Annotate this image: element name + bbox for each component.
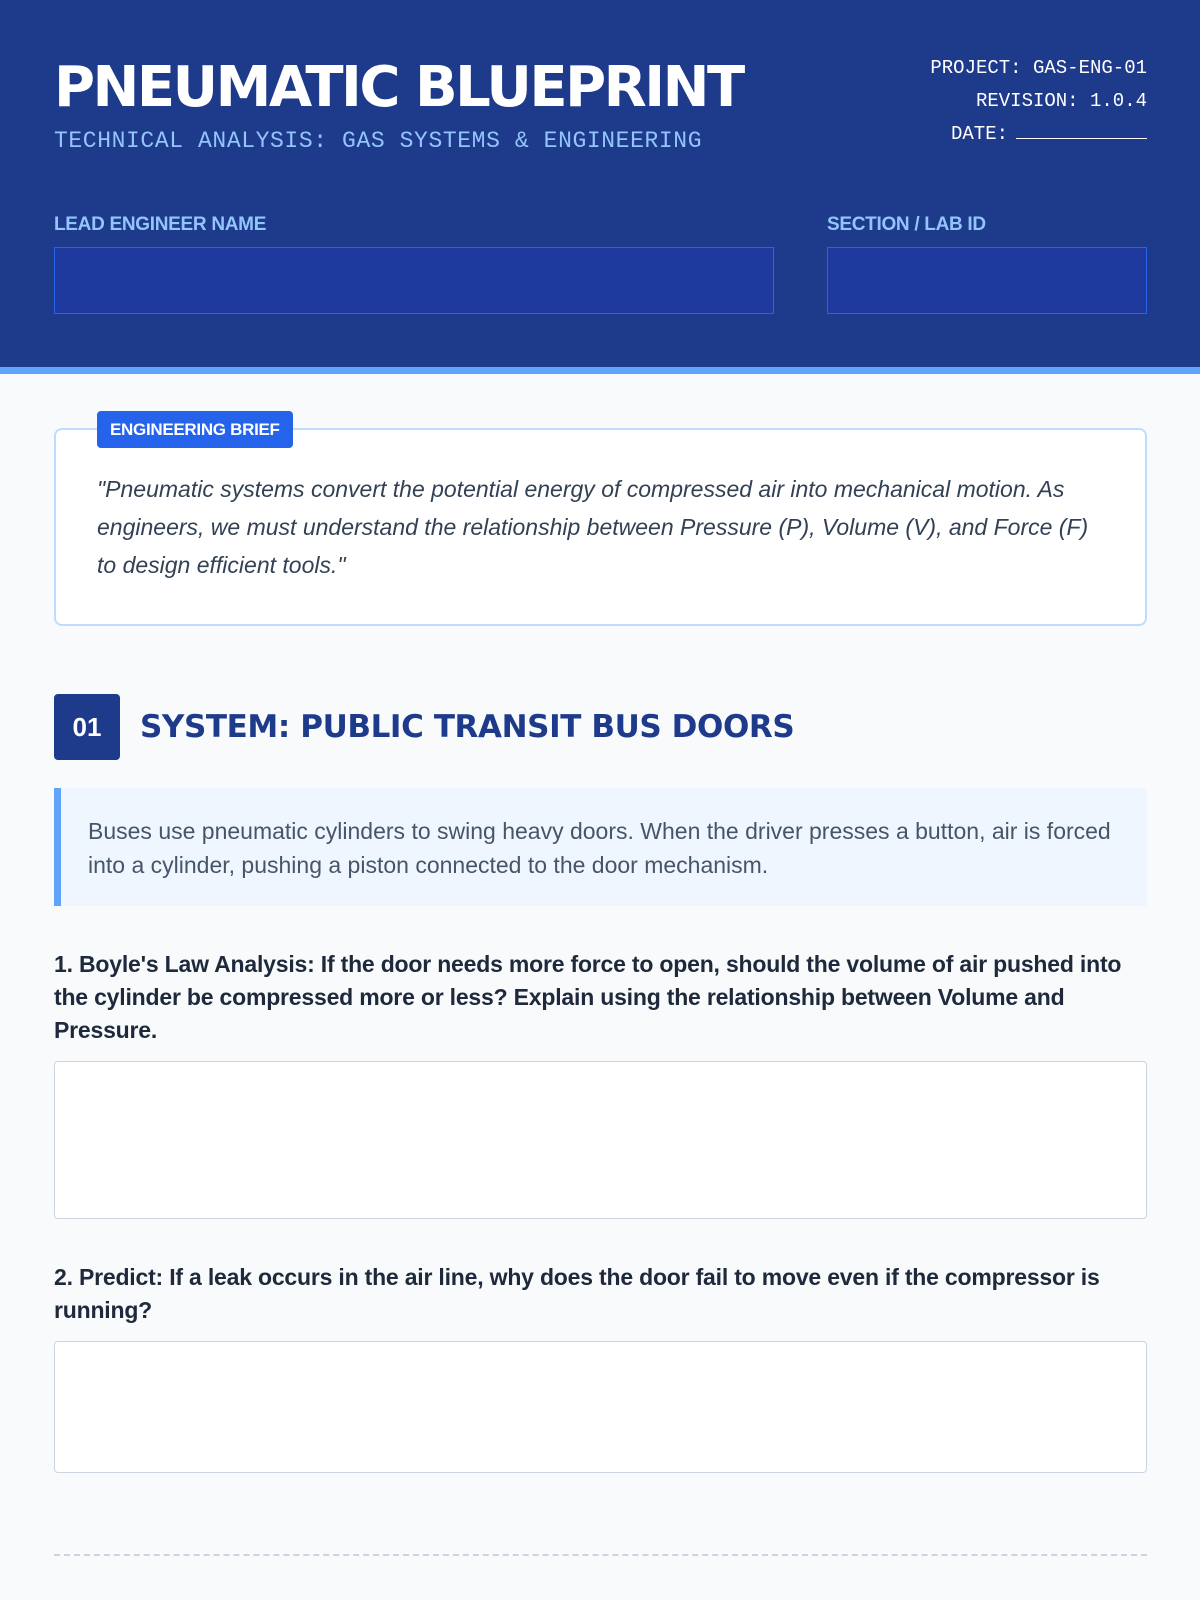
lead-engineer-label: LEAD ENGINEER NAME <box>54 214 267 235</box>
section-number-badge: 01 <box>54 694 120 760</box>
engineering-brief-text: "Pneumatic systems convert the potential energy of compressed air into mechanical motion. As engineers, we must understand the relationship between Pressure (P), Volume (V), and Force (F) to design efficient tools." <box>97 476 1089 578</box>
document-meta <box>930 52 1147 151</box>
section-description: Buses use pneumatic cylinders to swing heavy doors. When the driver presses a button, air is forced into a cylinder, pushing a piston connected to the door mechanism. <box>54 788 1147 906</box>
section-divider <box>54 1554 1147 1556</box>
question-2-answer-field[interactable] <box>54 1341 1147 1473</box>
page-subtitle: TECHNICAL ANALYSIS: GAS SYSTEMS & ENGINEERING <box>54 128 703 154</box>
project-code: PROJECT: GAS-ENG-01 <box>930 57 1147 79</box>
date-row <box>930 118 1147 151</box>
page-title: PNEUMATIC BLUEPRINT <box>54 55 743 120</box>
section-lab-id-input[interactable] <box>827 247 1147 314</box>
question-1-answer-field[interactable] <box>54 1061 1147 1219</box>
engineering-brief-tag: ENGINEERING BRIEF <box>97 411 293 448</box>
question-1-prompt: 1. Boyle's Law Analysis: If the door needs more force to open, should the volume of air pushed into the cylinder be compressed more or less? Explain using the relationship between Volume and Pressure. <box>54 951 1122 1043</box>
date-label: DATE: <box>950 123 1008 145</box>
section-lab-id-label: SECTION / LAB ID <box>827 214 986 235</box>
lead-engineer-input[interactable] <box>54 247 774 314</box>
question-2-prompt: 2. Predict: If a leak occurs in the air line, why does the door fail to move even if the compressor is running? <box>54 1264 1100 1323</box>
date-field[interactable] <box>1016 121 1147 139</box>
page-header <box>0 0 1200 374</box>
revision-number: REVISION: 1.0.4 <box>975 90 1147 112</box>
section-title: SYSTEM: PUBLIC TRANSIT BUS DOORS <box>140 709 795 745</box>
